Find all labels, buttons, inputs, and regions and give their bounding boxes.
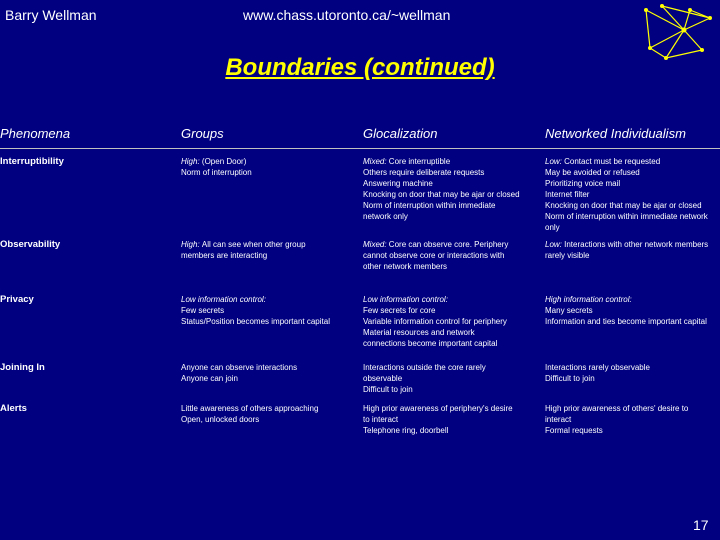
cell-text: network only — [363, 212, 408, 221]
cell-text: Core can observe core. Periphery — [388, 240, 509, 249]
cell-text: Knocking on door that may be ajar or closed — [545, 201, 702, 210]
column-header-glocalization: Glocalization — [363, 126, 438, 141]
cell-line — [363, 239, 535, 250]
cell-line — [363, 211, 535, 222]
cell-line — [181, 156, 353, 167]
cell-line — [545, 167, 720, 178]
cell-text: High: — [181, 157, 202, 166]
cell-line — [545, 294, 720, 305]
cell-line — [545, 211, 720, 222]
cell-text: Others require deliberate requests — [363, 168, 485, 177]
cell-line — [181, 167, 353, 178]
cell-text: Norm of interruption within immediate network — [545, 212, 708, 221]
cell-line — [363, 261, 535, 272]
networked-cell — [545, 239, 720, 261]
cell-line — [545, 316, 720, 327]
cell-text: only — [545, 223, 560, 232]
cell-text: interact — [545, 415, 572, 424]
networked-cell — [545, 362, 720, 384]
cell-line — [363, 178, 535, 189]
cell-line — [363, 167, 535, 178]
groups-cell — [181, 294, 353, 327]
cell-text: Answering machine — [363, 179, 433, 188]
cell-line — [363, 338, 535, 349]
cell-text: Low information control: — [363, 295, 448, 304]
networked-cell — [545, 156, 720, 233]
cell-line — [363, 425, 535, 436]
cell-text: Low: — [545, 240, 565, 249]
column-header-phenomena: Phenomena — [0, 126, 71, 141]
cell-text: Knocking on door that may be ajar or closed — [363, 190, 520, 199]
header-rule — [0, 148, 720, 149]
cell-text: Mixed: — [363, 157, 389, 166]
cell-line — [363, 373, 535, 384]
cell-line — [181, 403, 353, 414]
cell-text: Variable information control for periphery — [363, 317, 507, 326]
cell-line — [545, 178, 720, 189]
glocalization-cell — [363, 294, 535, 349]
slide-title: Boundaries (continued) — [225, 54, 495, 81]
cell-line — [545, 414, 720, 425]
groups-cell — [181, 362, 353, 384]
cell-text: Contact must be requested — [564, 157, 661, 166]
cell-line — [545, 156, 720, 167]
cell-text: cannot observe core or interactions with — [363, 251, 505, 260]
cell-text: Few secrets for core — [363, 306, 436, 315]
cell-text: connections become important capital — [363, 339, 498, 348]
cell-text: Status/Position becomes important capital — [181, 317, 330, 326]
cell-text: Prioritizing voice mail — [545, 179, 621, 188]
cell-line — [545, 425, 720, 436]
cell-line — [181, 305, 353, 316]
cell-text: High prior awareness of others' desire to — [545, 404, 689, 413]
row-phenomenon: Alerts — [0, 403, 27, 414]
cell-text: High prior awareness of periphery's desire — [363, 404, 513, 413]
cell-line — [363, 384, 535, 395]
cell-line — [545, 239, 720, 250]
column-header-groups: Groups — [181, 126, 224, 141]
cell-line — [363, 362, 535, 373]
cell-text: Internet filter — [545, 190, 590, 199]
cell-line — [363, 156, 535, 167]
cell-line — [545, 373, 720, 384]
cell-text: Many secrets — [545, 306, 593, 315]
groups-cell — [181, 239, 353, 261]
glocalization-cell — [363, 362, 535, 395]
cell-text: Information and ties become important capital — [545, 317, 707, 326]
header-url: www.chass.utoronto.ca/~wellman — [243, 7, 451, 23]
cell-line — [545, 305, 720, 316]
cell-text: All can see when other group — [201, 240, 306, 249]
cell-text: Low information control: — [181, 295, 266, 304]
networked-cell — [545, 403, 720, 436]
cell-text: Little awareness of others approaching — [181, 404, 319, 413]
cell-line — [181, 294, 353, 305]
cell-line — [363, 305, 535, 316]
cell-text: Material resources and network — [363, 328, 475, 337]
networked-cell — [545, 294, 720, 327]
cell-line — [363, 327, 535, 338]
row-phenomenon: Observability — [0, 239, 61, 250]
cell-text: High: — [181, 240, 202, 249]
cell-line — [363, 200, 535, 211]
cell-text: Anyone can observe interactions — [181, 363, 298, 372]
cell-text: Norm of interruption within immediate — [363, 201, 496, 210]
cell-line — [181, 414, 353, 425]
glocalization-cell — [363, 156, 535, 222]
cell-line — [363, 250, 535, 261]
groups-cell — [181, 403, 353, 425]
cell-text: Anyone can join — [181, 374, 238, 383]
cell-line — [181, 250, 353, 261]
cell-text: Difficult to join — [363, 385, 413, 394]
cell-text: observable — [363, 374, 403, 383]
cell-line — [545, 362, 720, 373]
cell-line — [363, 189, 535, 200]
column-header-networked-individualism: Networked Individualism — [545, 126, 686, 141]
cell-line — [545, 222, 720, 233]
cell-text: other network members — [363, 262, 448, 271]
cell-text: Core interruptible — [388, 157, 451, 166]
header-author: Barry Wellman — [5, 7, 97, 23]
cell-line — [545, 189, 720, 200]
row-phenomenon: Joining In — [0, 362, 45, 373]
cell-text: Norm of interruption — [181, 168, 252, 177]
cell-line — [363, 403, 535, 414]
cell-text: (Open Door) — [201, 157, 247, 166]
cell-text: Open, unlocked doors — [181, 415, 260, 424]
cell-line — [363, 316, 535, 327]
cell-line — [363, 414, 535, 425]
groups-cell — [181, 156, 353, 178]
cell-line — [545, 403, 720, 414]
cell-text: Telephone ring, doorbell — [363, 426, 449, 435]
cell-text: Few secrets — [181, 306, 225, 315]
glocalization-cell — [363, 239, 535, 272]
cell-line — [363, 294, 535, 305]
cell-line — [181, 373, 353, 384]
cell-text: Interactions rarely observable — [545, 363, 650, 372]
cell-text: Interactions with other network members — [564, 240, 709, 249]
glocalization-cell — [363, 403, 535, 436]
cell-text: to interact — [363, 415, 399, 424]
cell-line — [545, 200, 720, 211]
cell-text: High information control: — [545, 295, 632, 304]
cell-line — [181, 239, 353, 250]
cell-text: rarely visible — [545, 251, 590, 260]
cell-text: May be avoided or refused — [545, 168, 640, 177]
cell-text: Difficult to join — [545, 374, 595, 383]
page-number: 17 — [693, 517, 709, 533]
cell-text: Formal requests — [545, 426, 603, 435]
row-phenomenon: Interruptibility — [0, 156, 64, 167]
cell-line — [181, 362, 353, 373]
row-phenomenon: Privacy — [0, 294, 34, 305]
cell-text: members are interacting — [181, 251, 268, 260]
cell-text: Interactions outside the core rarely — [363, 363, 486, 372]
cell-line — [545, 250, 720, 261]
cell-text: Low: — [545, 157, 565, 166]
cell-line — [181, 316, 353, 327]
cell-text: Mixed: — [363, 240, 389, 249]
